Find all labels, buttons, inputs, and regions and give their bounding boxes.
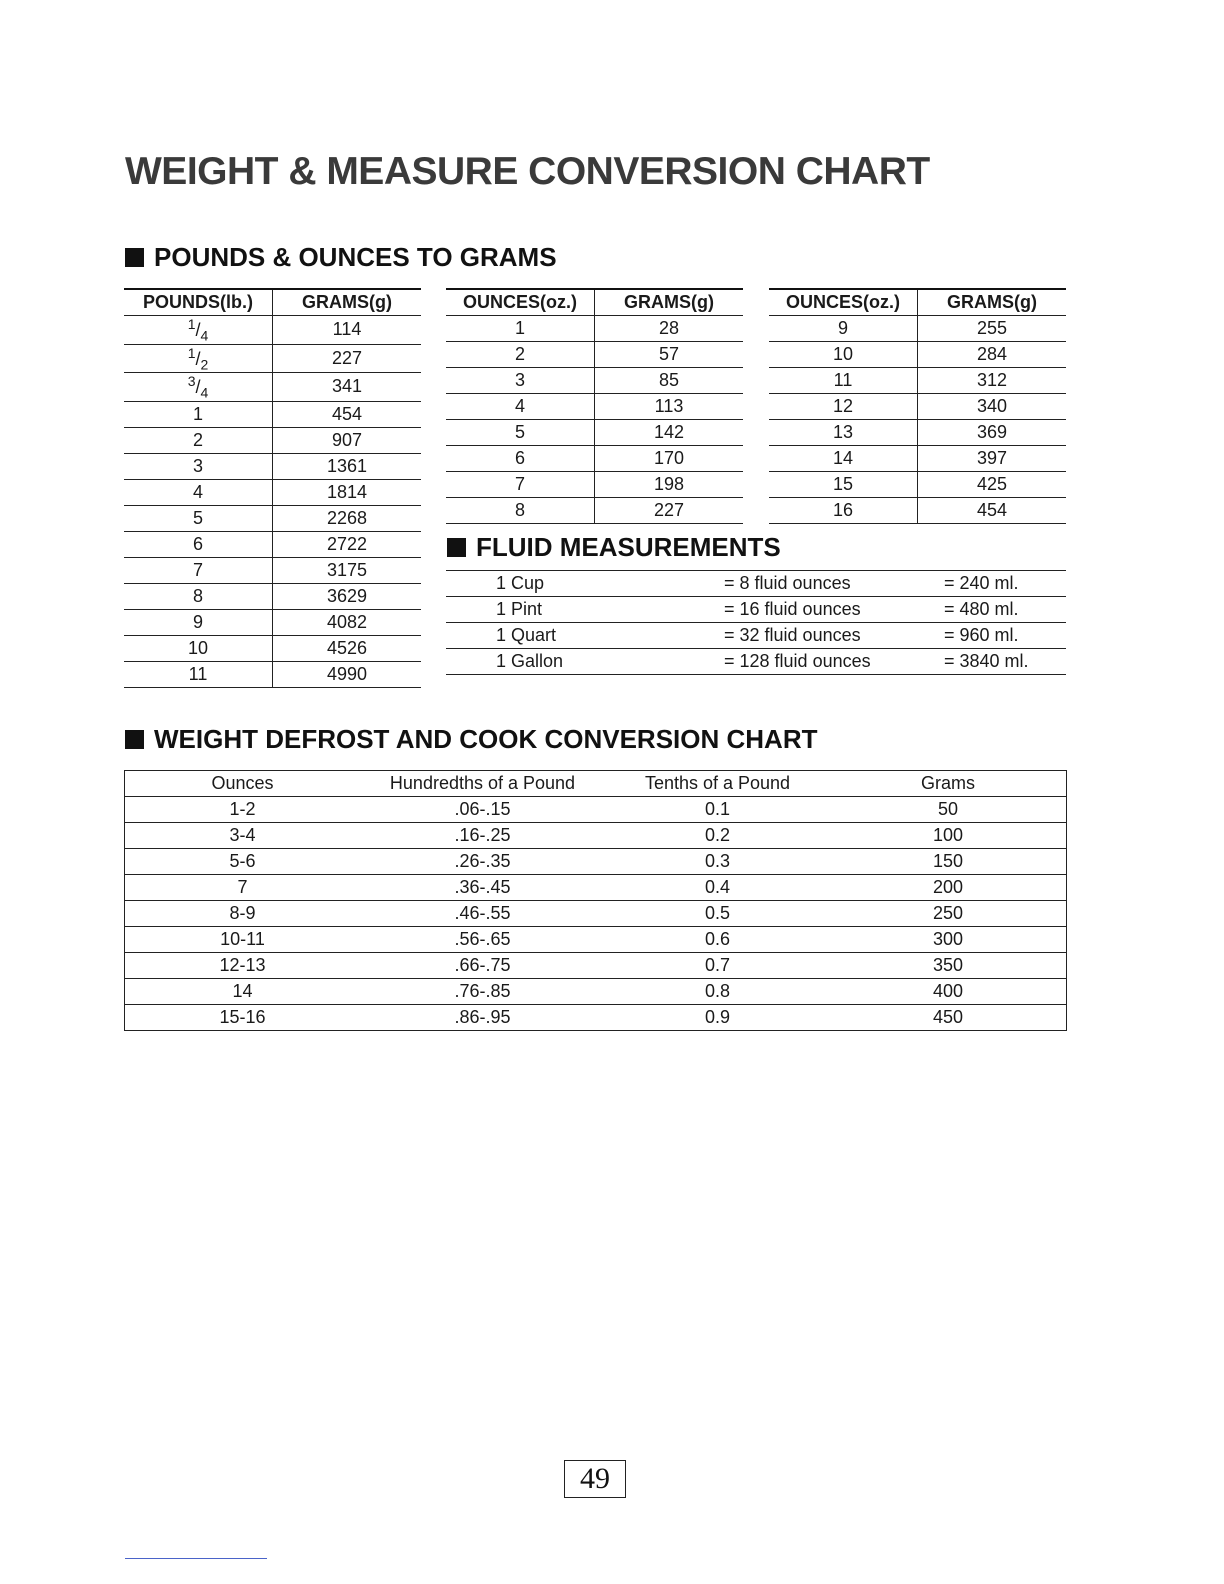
ounces-cell: 13 <box>769 420 918 446</box>
table-row <box>446 571 1066 597</box>
table-row <box>769 472 1066 498</box>
footer-divider <box>125 1558 267 1559</box>
ounces-cell: 6 <box>446 446 595 472</box>
column-header: Tenths of a Pound <box>605 771 830 797</box>
fluid-ounces-cell: = 32 fluid ounces <box>666 623 914 649</box>
page-number: 49 <box>564 1460 626 1498</box>
grams-cell: 250 <box>830 901 1067 927</box>
table-row <box>769 394 1066 420</box>
ounces-cell: 14 <box>125 979 361 1005</box>
column-header: Ounces <box>125 771 361 797</box>
table-row <box>125 797 1067 823</box>
tenths-cell: 0.4 <box>605 875 830 901</box>
grams-cell: 369 <box>918 420 1067 446</box>
table-row <box>124 531 421 557</box>
ml-cell: = 240 ml. <box>914 571 1066 597</box>
grams-cell: 227 <box>273 344 422 373</box>
square-bullet-icon <box>125 730 144 749</box>
hundredths-cell: .16-.25 <box>360 823 605 849</box>
table-row <box>446 472 743 498</box>
ounces-cell: 15 <box>769 472 918 498</box>
grams-cell: 255 <box>918 316 1067 342</box>
tenths-cell: 0.5 <box>605 901 830 927</box>
ounces-cell: 8 <box>446 498 595 524</box>
grams-cell: 425 <box>918 472 1067 498</box>
pounds-cell: 1 <box>124 401 273 427</box>
ml-cell: = 3840 ml. <box>914 649 1066 675</box>
ml-cell: = 480 ml. <box>914 597 1066 623</box>
pounds-cell: 4 <box>124 479 273 505</box>
table-row <box>125 823 1067 849</box>
grams-cell: 4526 <box>273 635 422 661</box>
unit-cell: 1 Quart <box>446 623 666 649</box>
table-row <box>124 609 421 635</box>
tenths-cell: 0.8 <box>605 979 830 1005</box>
table-row <box>446 446 743 472</box>
tenths-cell: 0.7 <box>605 953 830 979</box>
ounces-cell: 1-2 <box>125 797 361 823</box>
hundredths-cell: .86-.95 <box>360 1005 605 1031</box>
ounces-cell: 12 <box>769 394 918 420</box>
fraction-cell: $^1/_2$ <box>124 344 273 373</box>
fluid-measurements-table <box>446 570 1066 675</box>
table-row <box>124 427 421 453</box>
column-header: Hundredths of a Pound <box>360 771 605 797</box>
hundredths-cell: .76-.85 <box>360 979 605 1005</box>
table-row <box>124 373 421 402</box>
ounces-cell: 5 <box>446 420 595 446</box>
ounces-cell: 3 <box>446 368 595 394</box>
grams-cell: 3629 <box>273 583 422 609</box>
hundredths-cell: .36-.45 <box>360 875 605 901</box>
unit-cell: 1 Cup <box>446 571 666 597</box>
grams-cell: 454 <box>273 401 422 427</box>
ounces-cell: 14 <box>769 446 918 472</box>
table-row <box>446 394 743 420</box>
section-heading-defrost <box>125 724 817 755</box>
ml-cell: = 960 ml. <box>914 623 1066 649</box>
table-row <box>769 446 1066 472</box>
column-header: GRAMS(g) <box>273 289 422 316</box>
column-header: OUNCES(oz.) <box>769 289 918 316</box>
table-row <box>769 368 1066 394</box>
fraction-cell: $^3/_4$ <box>124 373 273 402</box>
table-row <box>446 316 743 342</box>
hundredths-cell: .26-.35 <box>360 849 605 875</box>
ounces-to-grams-table-2 <box>769 288 1066 524</box>
page-title: WEIGHT & MEASURE CONVERSION CHART <box>125 150 930 193</box>
section-title: WEIGHT DEFROST AND COOK CONVERSION CHART <box>154 724 818 754</box>
ounces-cell: 9 <box>769 316 918 342</box>
grams-cell: 4990 <box>273 661 422 687</box>
ounces-cell: 15-16 <box>125 1005 361 1031</box>
table-row <box>124 661 421 687</box>
grams-cell: 142 <box>595 420 744 446</box>
grams-cell: 397 <box>918 446 1067 472</box>
grams-cell: 28 <box>595 316 744 342</box>
ounces-cell: 4 <box>446 394 595 420</box>
table-row <box>125 979 1067 1005</box>
grams-cell: 50 <box>830 797 1067 823</box>
defrost-conversion-table <box>124 770 1067 1031</box>
pounds-cell: 2 <box>124 427 273 453</box>
section-heading-pounds <box>125 242 557 273</box>
pounds-cell: 11 <box>124 661 273 687</box>
table-row <box>769 420 1066 446</box>
grams-cell: 227 <box>595 498 744 524</box>
ounces-cell: 2 <box>446 342 595 368</box>
table-row <box>124 401 421 427</box>
pounds-cell: 3 <box>124 453 273 479</box>
table-row <box>124 635 421 661</box>
ounces-cell: 10-11 <box>125 927 361 953</box>
column-header: OUNCES(oz.) <box>446 289 595 316</box>
grams-cell: 450 <box>830 1005 1067 1031</box>
fluid-ounces-cell: = 16 fluid ounces <box>666 597 914 623</box>
grams-cell: 85 <box>595 368 744 394</box>
grams-cell: 198 <box>595 472 744 498</box>
fluid-ounces-cell: = 128 fluid ounces <box>666 649 914 675</box>
table-row <box>124 479 421 505</box>
grams-cell: 284 <box>918 342 1067 368</box>
unit-cell: 1 Gallon <box>446 649 666 675</box>
table-row <box>124 557 421 583</box>
pounds-cell: 7 <box>124 557 273 583</box>
tenths-cell: 0.9 <box>605 1005 830 1031</box>
table-row <box>446 623 1066 649</box>
square-bullet-icon <box>125 248 144 267</box>
grams-cell: 907 <box>273 427 422 453</box>
table-row <box>124 453 421 479</box>
tenths-cell: 0.6 <box>605 927 830 953</box>
pounds-cell: 9 <box>124 609 273 635</box>
grams-cell: 312 <box>918 368 1067 394</box>
table-row <box>125 927 1067 953</box>
grams-cell: 113 <box>595 394 744 420</box>
table-row <box>769 498 1066 524</box>
grams-cell: 1814 <box>273 479 422 505</box>
table-row <box>125 953 1067 979</box>
grams-cell: 4082 <box>273 609 422 635</box>
table-row <box>446 368 743 394</box>
section-heading-fluid <box>447 532 781 563</box>
ounces-cell: 5-6 <box>125 849 361 875</box>
table-row <box>124 316 421 345</box>
hundredths-cell: .56-.65 <box>360 927 605 953</box>
table-row <box>446 498 743 524</box>
table-row <box>125 875 1067 901</box>
unit-cell: 1 Pint <box>446 597 666 623</box>
ounces-cell: 8-9 <box>125 901 361 927</box>
grams-cell: 1361 <box>273 453 422 479</box>
ounces-cell: 7 <box>125 875 361 901</box>
ounces-cell: 11 <box>769 368 918 394</box>
pounds-cell: 6 <box>124 531 273 557</box>
ounces-to-grams-table-1 <box>446 288 743 524</box>
tenths-cell: 0.3 <box>605 849 830 875</box>
ounces-cell: 12-13 <box>125 953 361 979</box>
grams-cell: 2722 <box>273 531 422 557</box>
grams-cell: 150 <box>830 849 1067 875</box>
ounces-cell: 16 <box>769 498 918 524</box>
tenths-cell: 0.2 <box>605 823 830 849</box>
table-row <box>769 316 1066 342</box>
column-header: Grams <box>830 771 1067 797</box>
section-title: POUNDS & OUNCES TO GRAMS <box>154 242 557 272</box>
section-title: FLUID MEASUREMENTS <box>476 532 781 562</box>
grams-cell: 400 <box>830 979 1067 1005</box>
table-row <box>124 505 421 531</box>
grams-cell: 341 <box>273 373 422 402</box>
pounds-to-grams-table <box>124 288 421 688</box>
ounces-cell: 10 <box>769 342 918 368</box>
table-row <box>446 420 743 446</box>
square-bullet-icon <box>447 538 466 557</box>
grams-cell: 114 <box>273 316 422 345</box>
hundredths-cell: .46-.55 <box>360 901 605 927</box>
pounds-cell: 5 <box>124 505 273 531</box>
table-row <box>446 342 743 368</box>
grams-cell: 3175 <box>273 557 422 583</box>
table-row <box>446 597 1066 623</box>
grams-cell: 300 <box>830 927 1067 953</box>
grams-cell: 200 <box>830 875 1067 901</box>
table-row <box>125 849 1067 875</box>
pounds-cell: 8 <box>124 583 273 609</box>
table-row <box>446 649 1066 675</box>
ounces-cell: 7 <box>446 472 595 498</box>
grams-cell: 100 <box>830 823 1067 849</box>
grams-cell: 454 <box>918 498 1067 524</box>
hundredths-cell: .06-.15 <box>360 797 605 823</box>
fraction-cell: $^1/_4$ <box>124 316 273 345</box>
fluid-ounces-cell: = 8 fluid ounces <box>666 571 914 597</box>
table-row <box>125 901 1067 927</box>
grams-cell: 340 <box>918 394 1067 420</box>
hundredths-cell: .66-.75 <box>360 953 605 979</box>
column-header: GRAMS(g) <box>595 289 744 316</box>
column-header: POUNDS(lb.) <box>124 289 273 316</box>
grams-cell: 170 <box>595 446 744 472</box>
ounces-cell: 3-4 <box>125 823 361 849</box>
grams-cell: 350 <box>830 953 1067 979</box>
grams-cell: 2268 <box>273 505 422 531</box>
grams-cell: 57 <box>595 342 744 368</box>
ounces-cell: 1 <box>446 316 595 342</box>
table-row <box>124 344 421 373</box>
column-header: GRAMS(g) <box>918 289 1067 316</box>
table-row <box>769 342 1066 368</box>
table-row <box>125 1005 1067 1031</box>
table-row <box>124 583 421 609</box>
pounds-cell: 10 <box>124 635 273 661</box>
tenths-cell: 0.1 <box>605 797 830 823</box>
